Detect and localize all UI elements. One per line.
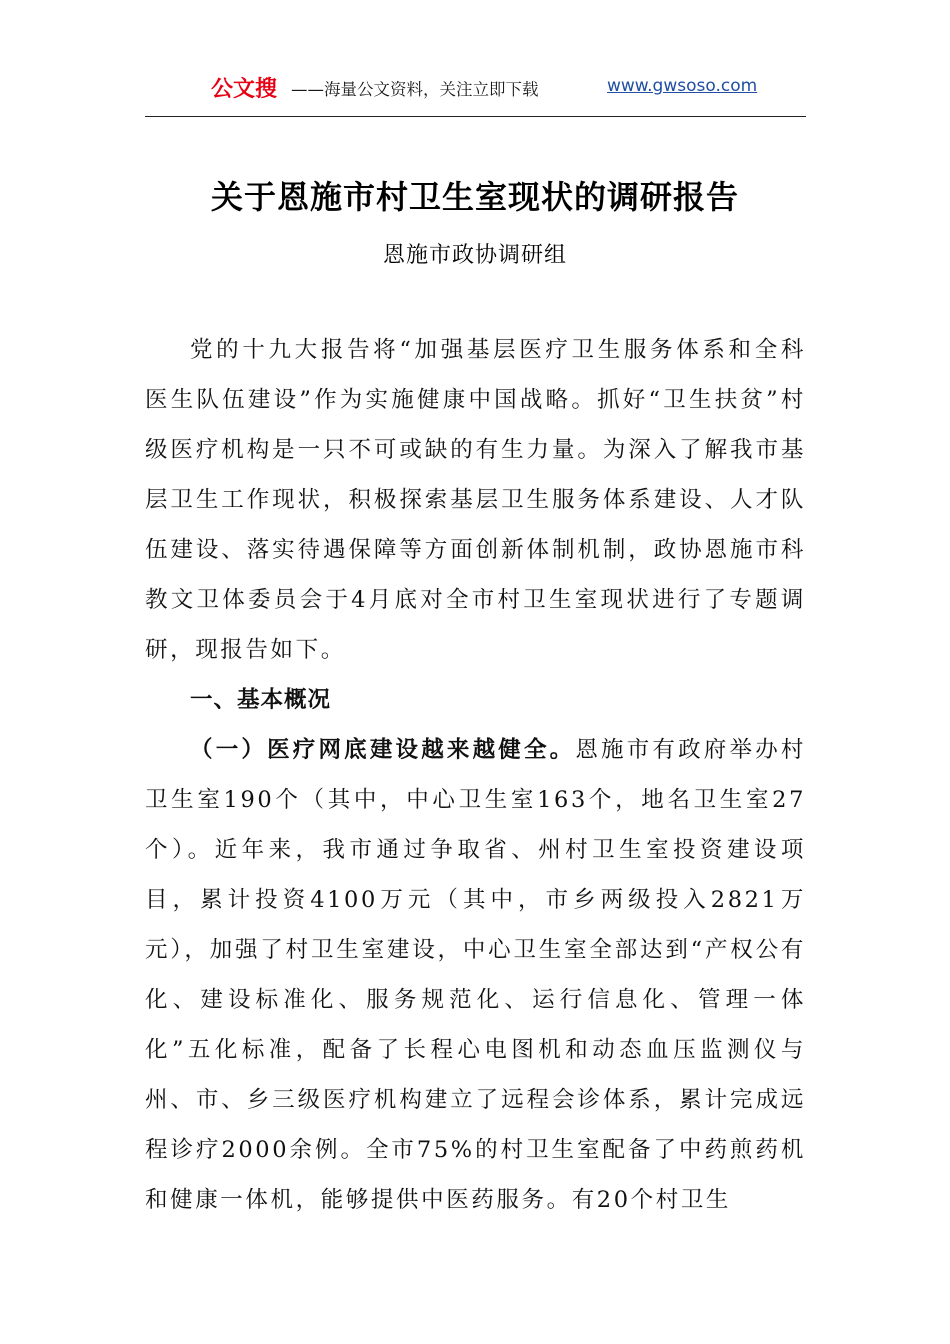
header-divider	[145, 116, 806, 117]
site-url-link[interactable]: www.gwsoso.com	[607, 76, 758, 96]
document-body	[145, 325, 806, 1225]
document-title: 关于恩施市村卫生室现状的调研报告	[210, 178, 739, 216]
subsection-text: 恩施市有政府举办村卫生室190个（其中，中心卫生室163个，地名卫生室27个）。近年来，我市通过争取省、州村卫生室投资建设项目，累计投资4100万元（其中，市乡两级投入2821万元），加强了村卫生室建设，中心卫生室全部达到“产权公有化、建设标准化、服务规范化、运行信息化、管理一体化”五化标准，配备了长程心电图机和动态血压监测仪与州、市、乡三级医疗机构建立了远程会诊体系，累计完成远程诊疗2000余例。全市75%的村卫生室配备了中药煎药机和健康一体机，能够提供中医药服务。有20个村卫生	[145, 737, 806, 1213]
document-author: 恩施市政协调研组	[382, 243, 567, 268]
brand-logo[interactable]: 公文搜	[211, 77, 278, 102]
section-heading: 一、基本概况	[190, 687, 332, 713]
site-header	[145, 68, 806, 106]
subsection-paragraph	[145, 725, 806, 1225]
subsection-lead: （一）医疗网底建设越来越健全。	[190, 737, 576, 763]
header-slogan: ——海量公文资料，关注立即下载	[291, 80, 539, 99]
intro-paragraph: 党的十九大报告将“加强基层医疗卫生服务体系和全科医生队伍建设”作为实施健康中国战略。抓好“卫生扶贫”村级医疗机构是一只不可或缺的有生力量。为深入了解我市基层卫生工作现状，积极探索基层卫生服务体系建设、人才队伍建设、落实待遇保障等方面创新体制机制，政协恩施市科教文卫体委员会于4月底对全市村卫生室现状进行了专题调研，现报告如下。	[145, 337, 806, 663]
